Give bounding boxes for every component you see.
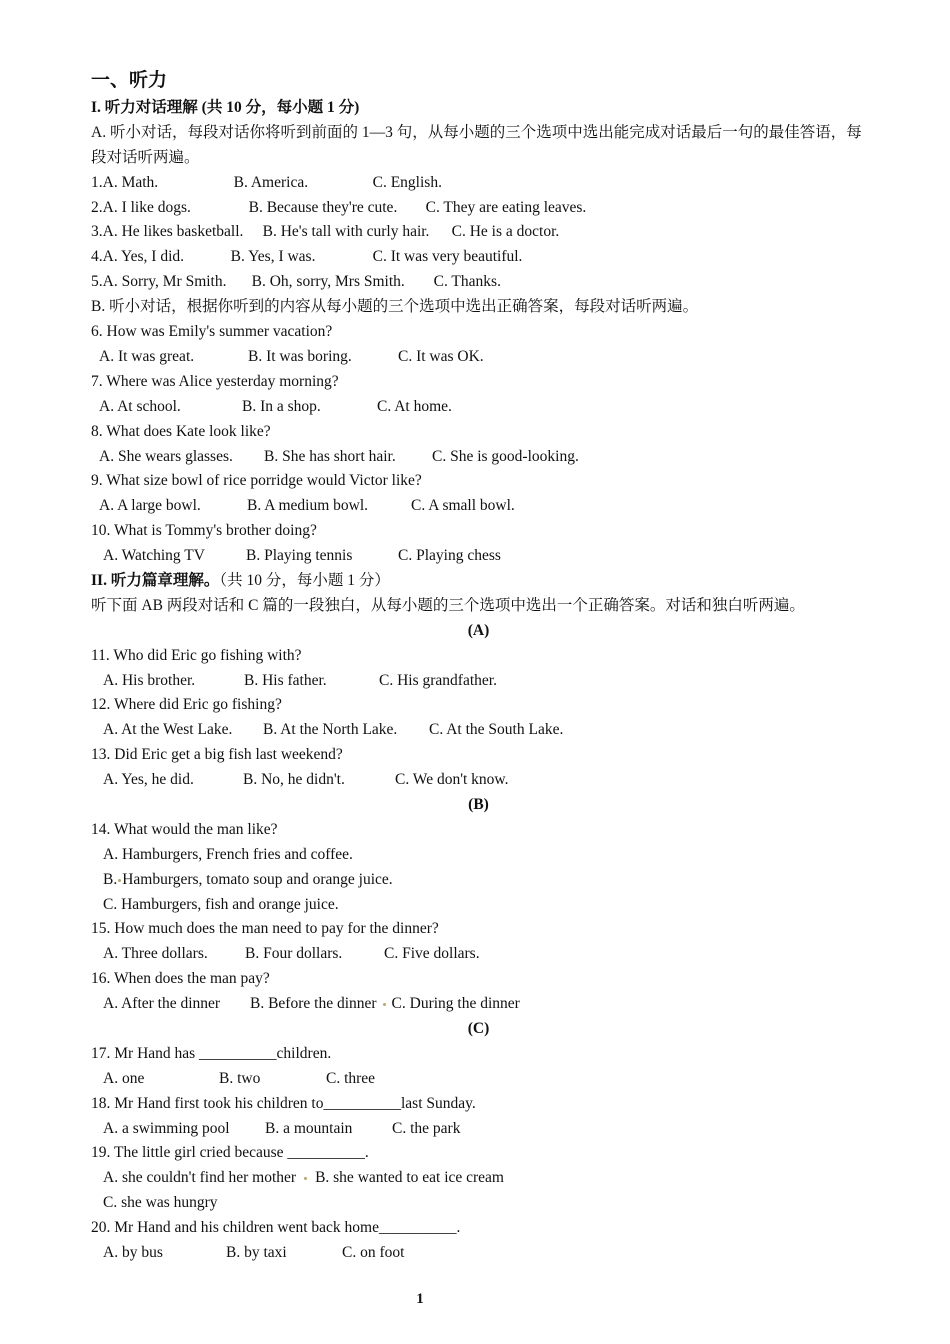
part2-heading: II. 听力篇章理解。（共 10 分，每小题 1 分） <box>91 571 390 589</box>
option-a: A. After the dinner <box>103 995 221 1013</box>
option-a: A. At school. <box>99 397 181 415</box>
option-a: A. she couldn't find her mother <box>103 1169 297 1187</box>
question-18-options <box>91 1117 866 1142</box>
question-6-options <box>91 345 866 370</box>
option-b: B. Because they're cute. <box>248 198 398 216</box>
option-a: A. Math. <box>102 173 159 191</box>
option-a: A. Yes, he did. <box>103 771 194 789</box>
option-a: A. Three dollars. <box>103 945 208 963</box>
option-a: A. She wears glasses. <box>99 447 233 465</box>
option-c: C. It was very beautiful. <box>372 248 523 266</box>
option-a: A. At the West Lake. <box>103 721 233 739</box>
option-b: B. No, he didn't. <box>243 771 345 789</box>
option-c: C. Playing chess <box>398 547 501 565</box>
option-b: B. Before the dinner <box>250 995 377 1013</box>
option-a: A. I like dogs. <box>102 198 191 216</box>
question-14-option-b: B. Hamburgers, tomato soup and orange juice. <box>103 870 393 888</box>
option-a: A. Watching TV <box>103 547 205 565</box>
part1-heading: I. 听力对话理解 (共 10 分，每小题 1 分) <box>91 99 360 116</box>
option-a: A. a swimming pool <box>103 1119 230 1137</box>
question-3: 3.A. He likes basketball. B. He's tall with curly hair. C. He is a doctor. <box>91 220 866 245</box>
option-b: B. by taxi <box>226 1244 287 1261</box>
option-c: C. on foot <box>342 1244 405 1261</box>
question-11: 11. Who did Eric go fishing with? <box>91 646 302 664</box>
question-9: 9. What size bowl of rice porridge would Victor like? <box>91 472 422 490</box>
question-2: 2.A. I like dogs. B. Because they're cute. C. They are eating leaves. <box>91 196 866 221</box>
option-c: C. We don't know. <box>395 771 509 789</box>
option-c: C. At home. <box>377 397 452 415</box>
part1-a-instructions: A. 听小对话，每段对话你将听到前面的 1—3 句，从每小题的三个选项中选出能完成对话最后一句的最佳答语，每段对话听两遍。 <box>91 123 862 166</box>
question-19-option-c: C. she was hungry <box>103 1194 218 1212</box>
section-b-label: (B) <box>468 795 489 813</box>
option-b: B. Playing tennis <box>246 547 353 565</box>
question-20-options <box>91 1241 866 1266</box>
question-13-options <box>91 768 866 793</box>
option-a: A. He likes basketball. <box>102 223 244 241</box>
dot-mark <box>304 1177 307 1180</box>
option-c: C. They are eating leaves. <box>425 198 587 216</box>
option-c: C. At the South Lake. <box>429 721 564 739</box>
option-a: A. It was great. <box>99 347 195 365</box>
option-b: B. He's tall with curly hair. <box>262 223 430 241</box>
section-title: 一、听力 <box>91 70 168 91</box>
question-10-options <box>91 544 866 569</box>
option-b: B. she wanted to eat ice cream <box>315 1169 504 1187</box>
option-c: C. three <box>326 1069 376 1087</box>
option-b: B. Yes, I was. <box>230 248 316 266</box>
question-12-options <box>91 718 866 743</box>
option-a: A. Sorry, Mr Smith. <box>102 273 227 291</box>
option-a: A. by bus <box>103 1244 163 1261</box>
option-c: C. the park <box>392 1119 461 1137</box>
question-6: 6. How was Emily's summer vacation? <box>91 323 333 341</box>
question-8-options <box>91 445 866 470</box>
question-17-options <box>91 1067 866 1092</box>
option-a: A. His brother. <box>103 671 196 689</box>
option-b: B. Four dollars. <box>245 945 343 963</box>
question-14-option-c: C. Hamburgers, fish and orange juice. <box>103 895 339 913</box>
question-16: 16. When does the man pay? <box>91 970 270 988</box>
question-11-options <box>91 669 866 694</box>
question-1: 1.A. Math. B. America. C. English. <box>91 171 866 196</box>
question-20: 20. Mr Hand and his children went back home__________. <box>91 1219 461 1237</box>
question-13: 13. Did Eric get a big fish last weekend? <box>91 746 343 764</box>
option-b: B. America. <box>233 173 309 191</box>
question-8: 8. What does Kate look like? <box>91 422 271 440</box>
option-a: A. A large bowl. <box>99 497 201 515</box>
option-c: C. A small bowl. <box>411 497 515 515</box>
question-4: 4.A. Yes, I did. B. Yes, I was. C. It was very beautiful. <box>91 245 866 270</box>
question-19-options <box>91 1166 866 1191</box>
option-c: C. Five dollars. <box>384 945 480 963</box>
question-15: 15. How much does the man need to pay for the dinner? <box>91 920 439 938</box>
option-c: C. During the dinner <box>391 995 520 1013</box>
option-c: C. His grandfather. <box>379 671 497 689</box>
question-5: 5.A. Sorry, Mr Smith. B. Oh, sorry, Mrs Smith. C. Thanks. <box>91 270 866 295</box>
dot-mark <box>383 1003 386 1006</box>
option-b: B. She has short hair. <box>264 447 396 465</box>
question-19: 19. The little girl cried because __________. <box>91 1144 369 1162</box>
part2-instructions: 听下面 AB 两段对话和 C 篇的一段独白，从每小题的三个选项中选出一个正确答案。对话和独白听两遍。 <box>91 596 805 614</box>
option-a: A. one <box>103 1069 145 1087</box>
option-b: B. His father. <box>244 671 327 689</box>
question-9-options <box>91 494 866 519</box>
option-b: B. It was boring. <box>248 347 352 365</box>
option-c: C. She is good-looking. <box>432 447 579 465</box>
part1-b-instructions: B. 听小对话，根据你听到的内容从每小题的三个选项中选出正确答案，每段对话听两遍。 <box>91 298 699 316</box>
option-b: B. two <box>219 1069 261 1087</box>
option-b: B. a mountain <box>265 1119 353 1137</box>
question-17: 17. Mr Hand has __________children. <box>91 1044 332 1062</box>
page-number: 1 <box>416 1291 424 1307</box>
option-b: B. Oh, sorry, Mrs Smith. <box>251 273 405 291</box>
option-a: A. Yes, I did. <box>102 248 185 266</box>
section-c-label: (C) <box>467 1019 490 1037</box>
dot-mark <box>118 879 121 882</box>
question-18: 18. Mr Hand first took his children to__________last Sunday. <box>91 1094 476 1112</box>
question-12: 12. Where did Eric go fishing? <box>91 696 282 714</box>
option-b: B. A medium bowl. <box>247 497 368 515</box>
option-c: C. It was OK. <box>398 347 484 365</box>
section-a-label: (A) <box>467 621 490 639</box>
option-c: C. He is a doctor. <box>451 223 560 241</box>
question-7-options <box>91 395 866 420</box>
question-15-options <box>91 942 866 967</box>
question-7: 7. Where was Alice yesterday morning? <box>91 372 339 390</box>
option-b: B. At the North Lake. <box>263 721 398 739</box>
option-c: C. Thanks. <box>433 273 501 291</box>
question-16-options <box>91 992 866 1017</box>
option-c: C. English. <box>372 173 442 191</box>
question-10: 10. What is Tommy's brother doing? <box>91 522 317 540</box>
option-b: B. In a shop. <box>242 397 321 415</box>
exam-page <box>91 66 866 1266</box>
question-14: 14. What would the man like? <box>91 820 278 838</box>
question-14-option-a: A. Hamburgers, French fries and coffee. <box>103 845 353 863</box>
